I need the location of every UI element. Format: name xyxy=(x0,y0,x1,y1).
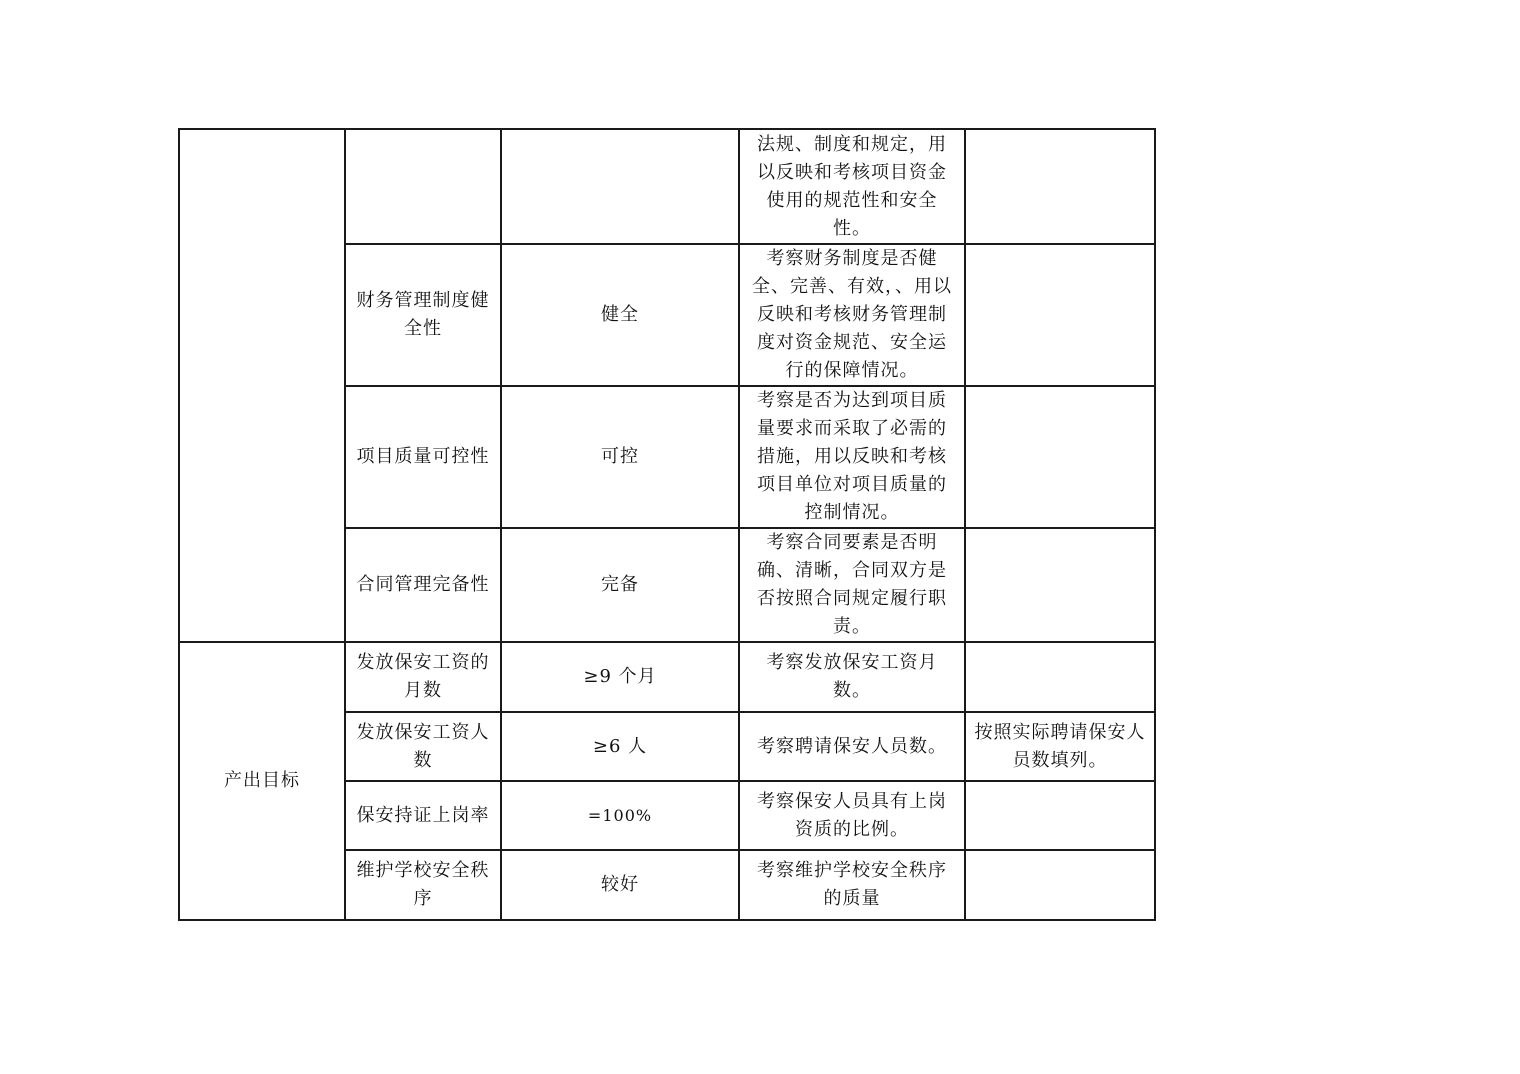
description-cell xyxy=(739,244,965,386)
indicator-cell: 保安持证上岗率 xyxy=(345,781,501,850)
remark-cell: 按照实际聘请保安人员数填列。 xyxy=(965,712,1155,781)
table-row xyxy=(179,129,1155,244)
description-cell xyxy=(739,129,965,244)
indicator-cell: 维护学校安全秩序 xyxy=(345,850,501,920)
performance-indicator-table xyxy=(178,128,1156,921)
indicator-cell: 合同管理完备性 xyxy=(345,528,501,642)
indicator-cell: 发放保安工资的月数 xyxy=(345,642,501,712)
indicator-cell: 项目质量可控性 xyxy=(345,386,501,528)
value-cell: 完备 xyxy=(501,528,739,642)
description-text: 考察发放保安工资月数。 xyxy=(766,652,938,701)
remark-cell xyxy=(965,386,1155,528)
remark-cell xyxy=(965,781,1155,850)
description-cell xyxy=(739,386,965,528)
category-cell: 产出目标 xyxy=(179,642,345,920)
description-text: 考察保安人员具有上岗资质的比例。 xyxy=(757,790,947,840)
description-cell xyxy=(739,850,965,920)
description-cell xyxy=(739,712,965,781)
description-text: 考察合同要素是否明确、清晰，合同双方是否按照合同规定履行职责。 xyxy=(757,532,947,637)
value-cell: 较好 xyxy=(501,850,739,920)
remark-cell xyxy=(965,642,1155,712)
value-cell: 可控 xyxy=(501,386,739,528)
value-cell: =100% xyxy=(501,781,739,850)
value-cell xyxy=(501,129,739,244)
indicator-cell: 财务管理制度健全性 xyxy=(345,244,501,386)
description-cell xyxy=(739,642,965,712)
value-cell: ≥6 人 xyxy=(501,712,739,781)
value-cell: ≥9 个月 xyxy=(501,642,739,712)
description-cell xyxy=(739,781,965,850)
remark-cell xyxy=(965,528,1155,642)
remark-cell xyxy=(965,850,1155,920)
indicator-cell: 发放保安工资人数 xyxy=(345,712,501,781)
description-text: 考察维护学校安全秩序的质量 xyxy=(757,860,947,909)
value-cell: 健全 xyxy=(501,244,739,386)
description-cell xyxy=(739,528,965,642)
table-row xyxy=(179,642,1155,712)
description-text: 考察聘请保安人员数。 xyxy=(757,735,947,757)
remark-cell xyxy=(965,129,1155,244)
indicator-cell xyxy=(345,129,501,244)
description-text: 法规、制度和规定，用以反映和考核项目资金使用的规范性和安全性。 xyxy=(757,133,947,239)
description-text: 考察财务制度是否健全、完善、有效，、用以反映和考核财务管理制度对资金规范、安全运行的保障情况。 xyxy=(752,248,952,381)
remark-cell xyxy=(965,244,1155,386)
description-text: 考察是否为达到项目质量要求而采取了必需的措施，用以反映和考核项目单位对项目质量的控制情况。 xyxy=(757,390,947,523)
category-cell xyxy=(179,129,345,642)
